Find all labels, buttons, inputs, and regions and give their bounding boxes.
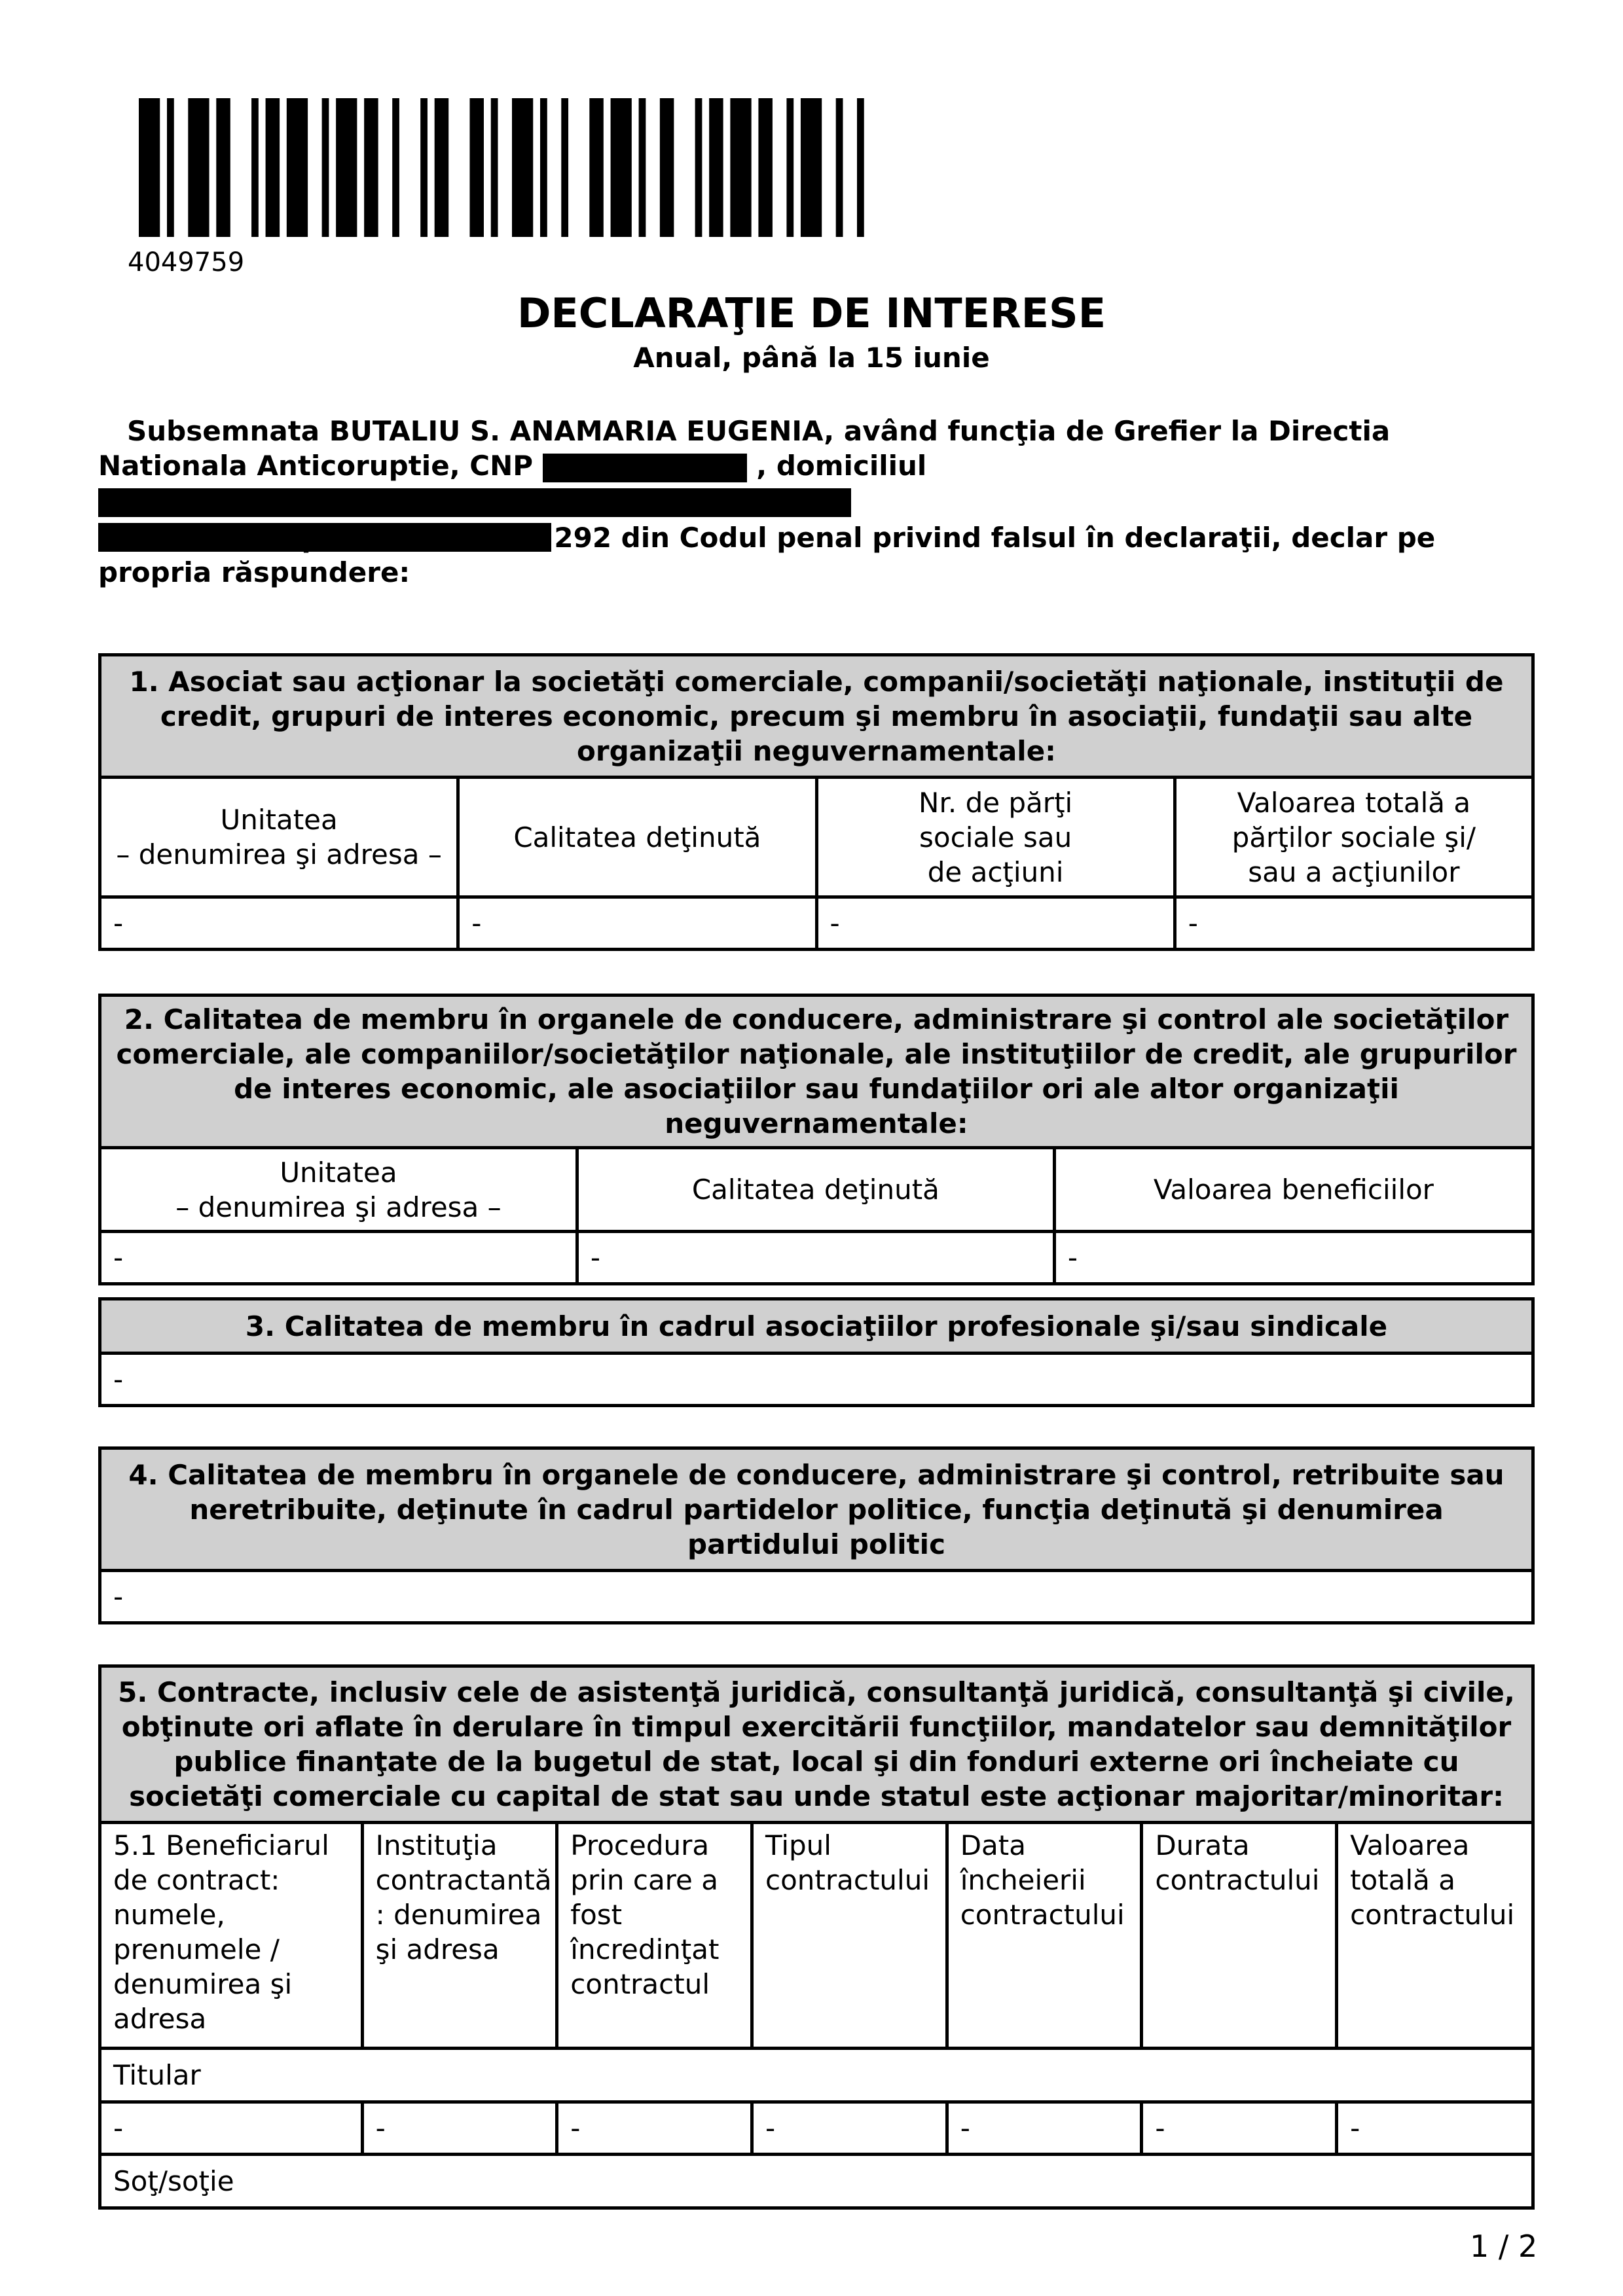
barcode-bar [695,98,702,237]
column-header-line: : denumirea [375,1899,542,1931]
column-header-line: adresa [113,2003,207,2035]
table-cell: - [100,2102,363,2155]
column-header [362,1823,557,2049]
column-header-line: Calitatea deţinută [691,1174,939,1206]
column-header-line: fost [570,1899,623,1931]
column-header-line: de acţiuni [927,855,1064,888]
table-cell: - [100,897,458,950]
column-header-line: Valoarea totală a [1237,786,1471,819]
column-header-line: – denumirea şi adresa – [116,838,442,870]
section-2-column-headers [100,1148,1533,1232]
column-header [100,1823,363,2049]
barcode-bar [491,98,498,237]
column-header [100,1148,577,1232]
column-header-line: sociale sau [919,821,1072,853]
barcode-bar [287,98,308,237]
table-row [100,1232,1533,1284]
column-header-line: sau a acţiunilor [1248,855,1460,888]
table-cell: - [577,1232,1054,1284]
column-header-line: contractului [1350,1899,1515,1931]
column-header [1175,778,1533,897]
section-1-table [98,653,1535,951]
column-header-line: totală a [1350,1864,1455,1896]
column-header-line: – denumirea şi adresa – [175,1191,501,1223]
barcode-bar [251,98,259,237]
column-header-line: Unitatea [220,804,338,836]
column-header [100,778,458,897]
address-redaction-1 [98,488,851,517]
barcode-bar [188,98,209,237]
column-header-line: contractul [570,1968,710,2000]
column-header-line: încredinţat [570,1933,720,1965]
column-header-line: Unitatea [280,1156,397,1189]
table-cell: - [1142,2102,1337,2155]
column-header-line: Valoarea beneficiilor [1153,1174,1434,1206]
section-5-table [98,1664,1535,2210]
section-2-table [98,994,1535,1285]
barcode-bar [167,98,174,237]
section-4-table [98,1446,1535,1624]
column-header [947,1823,1142,2049]
column-header-line: 5.1 Beneficiarul [113,1829,329,1861]
section-4-value: - [100,1571,1533,1623]
domiciliu-label: , domiciliul [756,450,927,482]
column-header [577,1148,1054,1232]
table-row [100,2102,1533,2155]
column-header [816,778,1175,897]
column-header-line: Durata [1155,1829,1250,1861]
column-header [557,1823,752,2049]
intro-text: Subsemnata BUTALIU S. ANAMARIA EUGENIA, având funcţia de Grefier la Directia Nationala Anticoruptie, CNP [98,415,1391,482]
column-header-line: numele, [113,1899,225,1931]
column-header-line: prenumele / [113,1933,280,1965]
table-cell: - [557,2102,752,2155]
titular-label: Titular [100,2049,1533,2102]
table-cell: - [1175,897,1533,950]
column-header [458,778,816,897]
section-3-heading: 3. Calitatea de membru în cadrul asociaţiilor profesionale şi/sau sindicale [100,1299,1533,1354]
section-5-column-headers [100,1823,1533,2049]
column-header-line: Procedura [570,1829,710,1861]
column-header-line: încheierii [960,1864,1086,1896]
section-1-column-headers [100,778,1533,897]
column-header-line: contractului [765,1864,930,1896]
table-cell: - [362,2102,557,2155]
table-cell: - [1337,2102,1533,2155]
barcode-bar [512,98,533,237]
table-cell: - [752,2102,947,2155]
barcode-bar [758,98,773,237]
column-header-line: contractului [1155,1864,1320,1896]
column-header-line: Nr. de părţi [919,786,1073,819]
section-4-heading: 4. Calitatea de membru în organele de conducere, administrare şi control, retribuite sau neretribuite, deţinute în cadrul partidelor politice, funcţia deţinută şi denumirea partidului politic [100,1448,1533,1571]
barcode-bar [469,98,484,237]
barcode-bar [857,98,864,237]
barcode-bar [336,98,357,237]
column-header-line: Calitatea deţinută [513,821,761,853]
section-3-table [98,1297,1535,1407]
column-header-line: Data [960,1829,1026,1861]
barcode-bar [660,98,674,237]
table-cell: - [816,897,1175,950]
cnp-redaction [543,454,747,482]
barcode-bar [786,98,793,237]
barcode-bar [322,98,329,237]
column-header-line: şi adresa [375,1933,500,1965]
column-header-line: Valoarea [1350,1829,1470,1861]
barcode-bar [392,98,399,237]
barcode-bar [836,98,843,237]
barcode-bar [420,98,428,237]
table-cell: - [1054,1232,1533,1284]
column-header-line: contractului [960,1899,1125,1931]
column-header-line: Tipul [765,1829,831,1861]
table-cell: - [947,2102,1142,2155]
barcode-bar [266,98,280,237]
barcode-bar [540,98,547,237]
table-cell: - [100,1232,577,1284]
column-header-line: denumirea şi [113,1968,293,2000]
column-header-line: părţilor sociale şi/ [1231,821,1476,853]
barcode-bar [589,98,604,237]
column-header-line: contractantă [375,1864,552,1896]
barcode-number: 4049759 [128,247,245,278]
table-cell: - [458,897,816,950]
barcode-bar [139,98,160,237]
declaration-text: cunoscând prevederile art. 292 din Codul penal privind falsul în declaraţii, declar pe propria răspundere: [98,522,1436,588]
column-header [1142,1823,1337,2049]
barcode-bar [216,98,230,237]
barcode-bar [730,98,751,237]
barcode-bar [801,98,822,237]
barcode-bar [435,98,449,237]
column-header-line: Instituţia [375,1829,498,1861]
spouse-label: Soţ/soţie [100,2155,1533,2208]
barcode [139,98,885,237]
column-header [752,1823,947,2049]
document-title: DECLARAŢIE DE INTERESE [517,289,1106,337]
column-header-line: prin care a [570,1864,718,1896]
section-1-heading: 1. Asociat sau acţionar la societăţi comerciale, companii/societăţi naţionale, instituţii de credit, grupuri de interes economic, precum şi membru în asociaţii, fundaţii sau alte organizaţii neguvernamentale: [100,655,1533,778]
page-number: 1 / 2 [1470,2229,1538,2264]
column-header-line: de contract: [113,1864,280,1896]
section-5-heading: 5. Contracte, inclusiv cele de asistenţă juridică, consultanţă juridică, consultanţă şi civile, obţinute ori aflate în derulare în timpul exercitării funcţiilor, mandatelor sau demnităţilor publice finanţate de la bugetul de stat, local şi din fonduri externe ori încheiate cu societăţi comerciale cu capital de stat sau unde statul este acţionar majoritar/minoritar: [100,1666,1533,1823]
barcode-bar [639,98,646,237]
table-row [100,897,1533,950]
column-header [1054,1148,1533,1232]
barcode-bar [364,98,378,237]
section-2-heading: 2. Calitatea de membru în organele de conducere, administrare şi control ale societăţilor comerciale, ale companiilor/societăţilor naţionale, ale instituţiilor de credit, ale grupurilor de interes economic, ale asociaţiilor sau fundaţiilor ori ale altor organizaţii neguvernamentale: [100,996,1533,1148]
barcode-bar [611,98,632,237]
document-subtitle: Anual, până la 15 iunie [633,342,990,374]
barcode-bar [709,98,723,237]
intro-declaration [98,520,1532,590]
section-3-value: - [100,1354,1533,1406]
column-header [1337,1823,1533,2049]
barcode-bar [561,98,568,237]
